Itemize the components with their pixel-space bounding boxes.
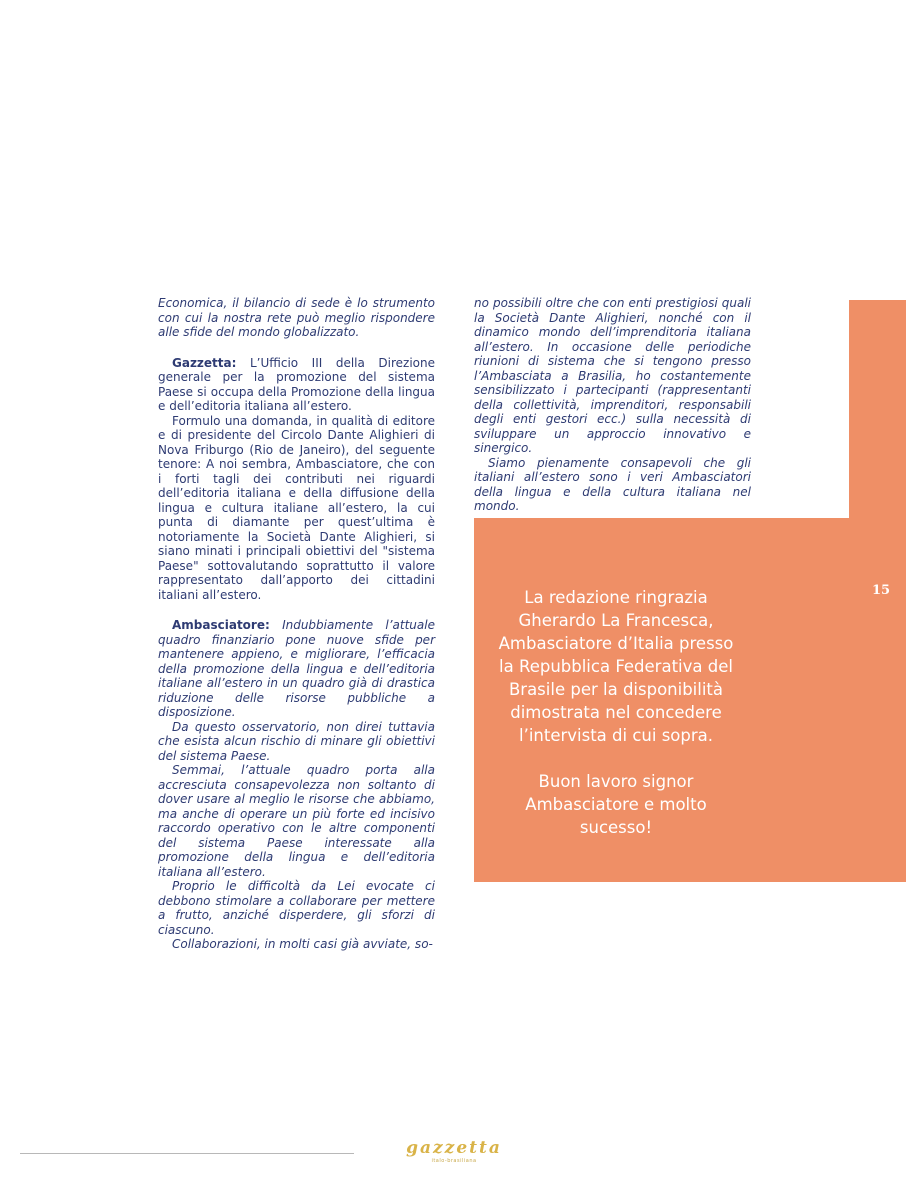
acknowledgement-text	[491, 586, 741, 839]
right-paragraph-1: no possibili oltre che con enti prestigiosi quali la Società Dante Alighieri, nonché con il dinamico mondo dell’imprenditoria italiana all’estero. In occasione delle periodiche riunioni di sistema che si tengono presso l’Ambasciata a Brasilia, ho costantemente sensibilizzato i partecipanti (rappresentanti della collettività, imprenditori, responsabili degli enti gestori ecc.) sulla necessità di sviluppare un approccio innovativo e sinergico.	[474, 296, 751, 455]
footer-rule	[20, 1153, 354, 1154]
thanks-paragraph: La redazione ringrazia Gherardo La Francesca, Ambasciatore d’Italia presso la Repubblica Federativa del Brasile per la disponibilità dimostrata nel concedere l’intervista di cui sopra.	[498, 588, 734, 745]
gazzetta-question-2: Formulo una domanda, in qualità di editore e di presidente del Circolo Dante Alighieri di Nova Friburgo (Rio de Janeiro), del seguente tenore: A noi sembra, Ambasciatore, che con i forti tagli dei contributi nei riguardi dell’editoria italiana e della diffusione della lingua e cultura italiane all’estero, la cui punta di diamante per quest’ultima è notoriamente la Società Dante Alighieri, si siano minati i principali obiettivi del "sistema Paese" sottovalutando soprattutto il valore rappresentato dall’apporto dei cittadini italiani all’estero.	[158, 413, 435, 602]
ambasciatore-answer-3: Semmai, l’attuale quadro porta alla accresciuta consapevolezza non soltanto di dover usare al meglio le risorse che abbiamo, ma anche di operare un più forte ed incisivo raccordo operativo con le altre componenti del sistema Paese interessate alla promozione della lingua e dell’editoria italiana all’estero.	[158, 763, 435, 879]
ambasciatore-answer-2: Da questo osservatorio, non direi tuttavia che esista alcun rischio di minare gli obiettivi del sistema Paese.	[158, 719, 435, 763]
gazzetta-question-1	[158, 356, 435, 414]
page-number: 15	[872, 583, 891, 598]
ambasciatore-answer-4: Proprio le difficoltà da Lei evocate ci debbono stimolare a collaborare per mettere a frutto, anziché disperdere, gli sforzi di ciascuno.	[158, 879, 435, 937]
gazzetta-label: Gazzetta:	[172, 355, 237, 370]
gazzetta-logo	[398, 1138, 510, 1168]
left-column	[158, 296, 435, 952]
ambasciatore-answer-5: Collaborazioni, in molti casi già avviate, so-	[172, 937, 433, 951]
ambasciatore-answer-1	[158, 618, 435, 720]
logo-name: gazzetta	[406, 1138, 502, 1158]
gazzetta-question-1-text: L’Ufficio III della Direzione generale per la promozione del sistema Paese si occupa della Promozione della lingua e dell’editoria italiana all’estero.	[158, 355, 435, 413]
logo-subtitle: italo-brasiliana	[431, 1158, 477, 1164]
wish-paragraph: Buon lavoro signor Ambasciatore e molto sucesso!	[525, 772, 707, 837]
ambasciatore-label: Ambasciatore:	[172, 618, 270, 632]
right-paragraph-2: Siamo pienamente consapevoli che gli italiani all’estero sono i veri Ambasciatori della lingua e della cultura italiana nel mondo.	[474, 455, 751, 513]
right-column	[474, 296, 751, 514]
intro-paragraph: Economica, il bilancio di sede è lo strumento con cui la nostra rete può meglio rispondere alle sfide del mondo globalizzato.	[158, 296, 435, 339]
ambasciatore-answer-1-text: Indubbiamente l’attuale quadro finanziario pone nuove sfide per mantenere appieno, e migliorare, l’efficacia della promozione della lingua e dell’editoria italiane all’estero in un quadro già di drastica riduzione delle risorse pubbliche a disposizione.	[158, 618, 435, 719]
